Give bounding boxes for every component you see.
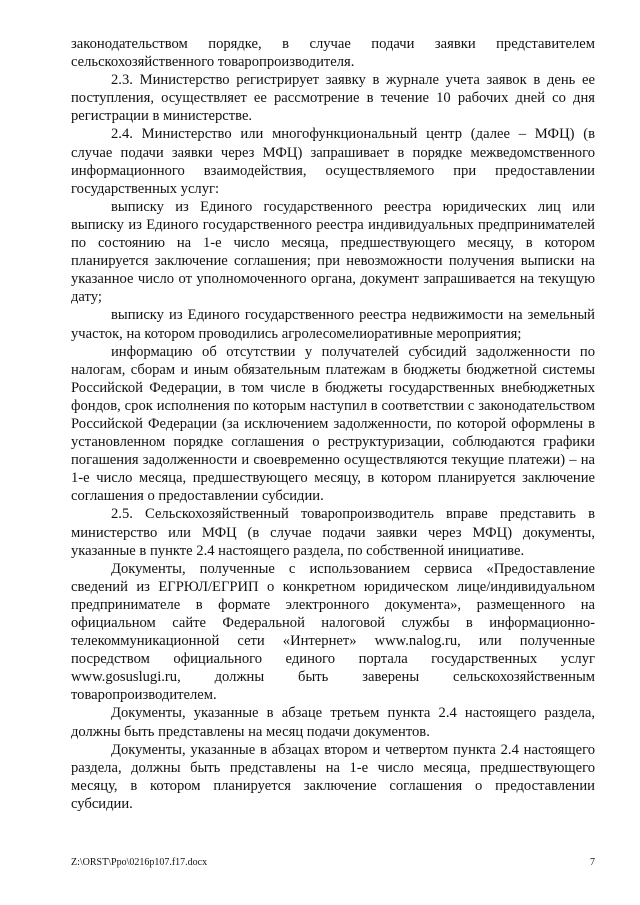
paragraph-third-indent-docs: Документы, указанные в абзаце третьем пункта 2.4 настоящего раздела, должны быть представлены на месяц подачи документов. [71,705,595,740]
paragraph-2-4: 2.4. Министерство или многофункциональный центр (далее – МФЦ) (в случае подачи заявки через МФЦ) запрашивает в порядке межведомственного информационного взаимодействия, осуществляемого при предоставлении государственных услуг: [71,126,595,197]
paragraph-continuation: законодательством порядке, в случае подачи заявки представителем сельскохозяйственного товаропроизводителя. [71,36,595,71]
paragraph-egrn-extract: выписку из Единого государственного реестра недвижимости на земельный участок, на котором проводились агролесомелиоративные мероприятия; [71,307,595,342]
page-number: 7 [590,857,595,868]
paragraph-2-5: 2.5. Сельскохозяйственный товаропроизводитель вправе представить в министерство или МФЦ (в случае подачи заявки через МФЦ) документы, указанные в пункте 2.4 настоящего раздела, по собственной инициативе. [71,506,595,559]
footer-file-path: Z:\ORST\Ppo\0216p107.f17.docx [71,857,208,868]
paragraph-tax-debt-info: информацию об отсутствии у получателей субсидий задолженности по налогам, сборам и иным обязательным платежам в бюджеты бюджетной системы Российской Федерации, в том числе в бюджеты государственных внебюджетных фондов, срок исполнения по которым наступил в соответствии с законодательством Российской Федерации (за исключением задолженности, по которой оформлены в установленном порядке соглашения о реструктуризации, соблюдаются графики погашения задолженности и своевременно осуществляются текущие платежи) – на 1-е число месяца, предшествующего месяцу, в котором планируется заключение соглашения о предоставлении субсидии. [71,343,595,505]
paragraph-second-fourth-indent-docs: Документы, указанные в абзацах втором и четвертом пункта 2.4 настоящего раздела, должны быть представлены на 1-е число месяца, предшествующего месяцу, в котором планируется заключение соглашения о предоставлении субсидии. [71,741,595,812]
paragraph-2-3: 2.3. Министерство регистрирует заявку в журнале учета заявок в день ее поступления, осуществляет ее рассмотрение в течение 10 рабочих дней со дня регистрации в министерстве. [71,72,595,125]
document-body [71,35,595,813]
paragraph-egrul-extract: выписку из Единого государственного реестра юридических лиц или выписку из Единого государственного реестра индивидуальных предпринимателей по состоянию на 1-е число месяца, предшествующего месяцу, в котором планируется заключение соглашения; при невозможности получения выписки на указанное число от уполномоченного органа, документ запрашивается на текущую дату; [71,198,595,306]
paragraph-egrul-service-docs: Документы, полученные с использованием сервиса «Предоставление сведений из ЕГРЮЛ/ЕГРИП о конкретном юридическом лице/индивидуальном предпринимателе в формате электронного документа», размещенного на официальном сайте Федеральной налоговой службы в информационно-телекоммуникационной сети «Интернет» www.nalog.ru, или полученные посредством официального единого портала государственных услуг www.gosuslugi.ru, должны быть заверены сельскохозяйственным товаропроизводителем. [71,560,595,704]
